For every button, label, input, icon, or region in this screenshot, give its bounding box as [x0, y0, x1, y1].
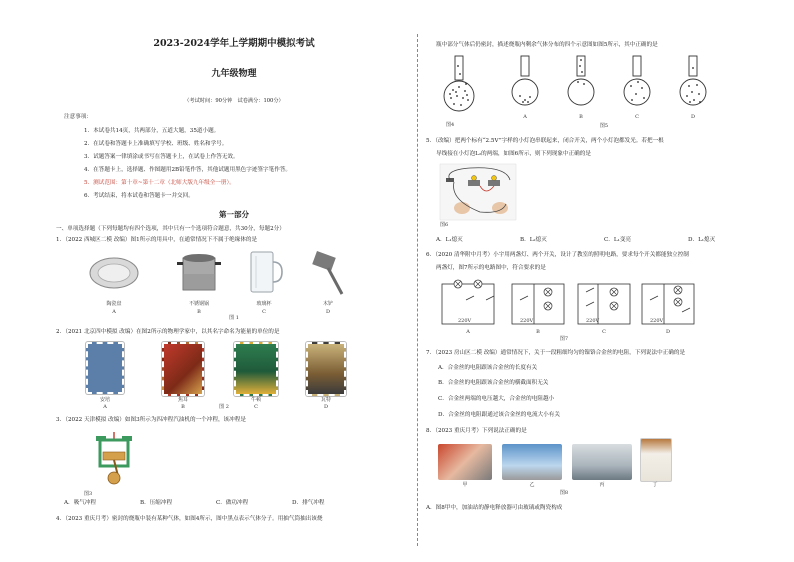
fig7-voltage-b: 220V — [520, 318, 534, 324]
fig5-flask-a — [510, 56, 540, 112]
notice-heading: 注意事项： — [64, 114, 92, 120]
q3-option-b: B．压缩冲程 — [140, 500, 173, 506]
q2-item-c-label: 牛顿 — [250, 397, 261, 403]
q5-option-b: B．L₂熄灭 — [520, 237, 547, 243]
q2-item-d-letter: D — [323, 404, 328, 410]
fig8-caption: 图8 — [559, 490, 569, 496]
fig5-flask-c — [622, 56, 652, 112]
fig7-voltage-d: 220V — [650, 318, 664, 324]
q3-option-d: D．排气冲程 — [292, 500, 325, 506]
q8-stem: 8．（2023 重庆月考）下列说法正确的是 — [426, 428, 527, 434]
q8-label-jia: 甲 — [462, 482, 468, 488]
q7-option-b: B．合金丝的电阻跟该合金丝的横截面积无关 — [438, 380, 549, 386]
q6-stem-continued: 两盏灯，图7所示的电路图中，符合要求的是 — [436, 265, 546, 271]
column-divider — [417, 34, 418, 546]
q8-photo-yi — [502, 444, 562, 480]
steel-pot-image — [176, 248, 222, 296]
q1-item-c-label: 玻璃杯 — [256, 301, 272, 307]
fig4-caption: 图4 — [446, 122, 455, 128]
q4-stem: 4．（2023 重庆月考）密封的烧瓶中装有某种气体，如图4所示，图中黑点表示气体分子。用抽气筒抽出该烧 — [56, 516, 323, 522]
stamp-joule — [162, 342, 204, 396]
q3-option-a: A．吸气冲程 — [64, 500, 97, 506]
stamp-watt — [306, 342, 346, 396]
wooden-spatula-image — [308, 250, 348, 296]
q3-option-c: C．做功冲程 — [216, 500, 249, 506]
q3-stem: 3．（2022 天津模拟 改编）如图3所示为四冲程汽油机的一个冲程，该冲程是 — [56, 417, 246, 423]
fig6-circuit-photo — [440, 164, 516, 220]
q1-item-a-label: 陶瓷盘 — [106, 301, 122, 307]
q7-option-a: A．合金丝的电阻跟该合金丝的长度有关 — [438, 365, 538, 371]
q2-item-a-label: 安培 — [99, 397, 110, 403]
fig5-letter-d: D — [690, 114, 695, 120]
fig7-letter-a: A — [466, 329, 470, 335]
q8-label-yi: 乙 — [529, 482, 535, 488]
fig7-letter-c: C — [602, 329, 606, 335]
q5-stem-continued: 导线接在小灯泡L₂的两端，如图6所示，则下列现象中正确的是 — [436, 151, 591, 157]
fig5-caption: 图5 — [599, 123, 609, 129]
fig4-flask — [442, 56, 476, 116]
notice-item-5: 5．测试范围：第十章~第十二章（北师大版九年级全一册）。 — [84, 180, 235, 186]
part-title: 第一部分 — [219, 210, 249, 219]
engine-stroke-diagram — [90, 432, 140, 488]
q7-option-d: D．合金丝的电阻跟通过该合金丝的电流大小有关 — [438, 412, 560, 418]
fig7-circuit-b — [508, 280, 568, 328]
fig7-caption: 图7 — [559, 336, 569, 342]
notice-item-1: 1．本试卷共14页，共两部分，五道大题，35道小题。 — [84, 128, 220, 134]
q4-stem-continued: 瓶中部分气体后仍密封，描述烧瓶内剩余气体分布的四个示意图如图5所示，其中正确的是 — [436, 42, 658, 48]
glass-cup-image — [244, 248, 284, 296]
notice-item-6: 6．考试结束，将本试卷和答题卡一并交回。 — [84, 193, 194, 199]
q8-label-ding: 丁 — [652, 482, 658, 488]
q7-stem: 7．（2023 房山区二模 改编）通常情况下，关于一段粗细均匀的镍铬合金丝的电阻，下列说法中正确的是 — [426, 350, 686, 356]
subject-title: 九年级物理 — [211, 69, 257, 79]
fig7-circuit-c — [574, 280, 634, 328]
q5-option-d: D．L₁熄灭 — [688, 237, 716, 243]
q1-stem: 1．（2022 西城区二模 改编）图1所示的用具中，在通常情况下不属于绝缘体的是 — [56, 237, 258, 243]
notice-item-4: 4．在答题卡上，选择题、作图题用2B铅笔作答，其他试题用黑色字迹签字笔作答。 — [84, 167, 292, 173]
q2-item-b-letter: B — [181, 404, 185, 410]
q1-item-d-letter: D — [325, 309, 330, 315]
fig7-circuit-d — [638, 280, 698, 328]
q8-photo-ding — [640, 438, 672, 482]
q2-stem: 2．（2021 北京四中模拟 改编）在图2所示的物理学家中，以其名字命名为能量的单位的是 — [56, 329, 280, 335]
fig7-voltage-c: 220V — [586, 318, 600, 324]
stamp-ampere — [86, 342, 124, 394]
fig6-caption: 图6 — [440, 222, 449, 228]
fig1-caption: 图 1 — [229, 315, 239, 321]
q7-option-c: C．合金丝两端的电压越大，合金丝的电阻越小 — [438, 396, 555, 402]
fig5-flask-b — [566, 56, 596, 112]
q2-item-a-letter: A — [103, 404, 107, 410]
q8-label-bing: 丙 — [599, 482, 605, 488]
fig5-letter-a: A — [523, 114, 527, 120]
q5-stem: 5．（改编）把两个标有“2.5V”字样的小灯泡串联起来，闭合开关，两个小灯泡都发光。若把一根 — [426, 138, 664, 144]
notice-item-2: 2．在试卷和答题卡上准确填写学校、班级、姓名和学号。 — [84, 141, 228, 147]
fig7-letter-b: B — [536, 329, 540, 335]
q1-item-c-letter: C — [262, 309, 266, 315]
q1-item-d-label: 木铲 — [322, 301, 333, 307]
fig2-caption: 图 2 — [219, 404, 229, 410]
q5-option-c: C．L₁变亮 — [604, 237, 632, 243]
q8-photo-bing — [572, 444, 632, 480]
q2-item-d-label: 瓦特 — [320, 397, 331, 403]
q5-option-a: A．L₁熄灭 — [436, 237, 463, 243]
exam-meta: （考试时间：90分钟 试卷满分：100分） — [184, 98, 284, 104]
fig7-letter-d: D — [665, 329, 670, 335]
q1-item-b-letter: B — [197, 309, 201, 315]
fig5-flask-d — [678, 56, 708, 112]
q8-photo-jia — [438, 444, 492, 480]
q8-option-a: A．图8甲中，加油站的静电释放器可由玻璃或陶瓷构成 — [426, 505, 563, 511]
fig5-letter-b: B — [579, 114, 583, 120]
fig3-caption: 图3 — [84, 491, 93, 497]
exam-title: 2023-2024学年上学期期中模拟考试 — [153, 38, 315, 49]
section-heading: 一、单项选择题（下列每题均有四个选项，其中只有一个选项符合题意，共30分，每题2分） — [56, 226, 285, 232]
q1-item-b-label: 不锈钢锅 — [188, 301, 209, 307]
q2-item-c-letter: C — [254, 404, 258, 410]
fig7-voltage-a: 220V — [458, 318, 472, 324]
q2-item-b-label: 焦耳 — [177, 397, 188, 403]
q6-stem: 6．（2020 清华附中月考）小宇用两盏灯、两个开关，设计了教室的照明电路，要求每个开关都能独立控制 — [426, 252, 689, 258]
stamp-newton — [234, 342, 278, 396]
q1-item-a-letter: A — [112, 309, 116, 315]
notice-item-3: 3．试题答案一律填涂或书写在答题卡上，在试卷上作答无效。 — [84, 154, 239, 160]
fig5-letter-c: C — [635, 114, 639, 120]
ceramic-plate-image — [88, 252, 140, 292]
